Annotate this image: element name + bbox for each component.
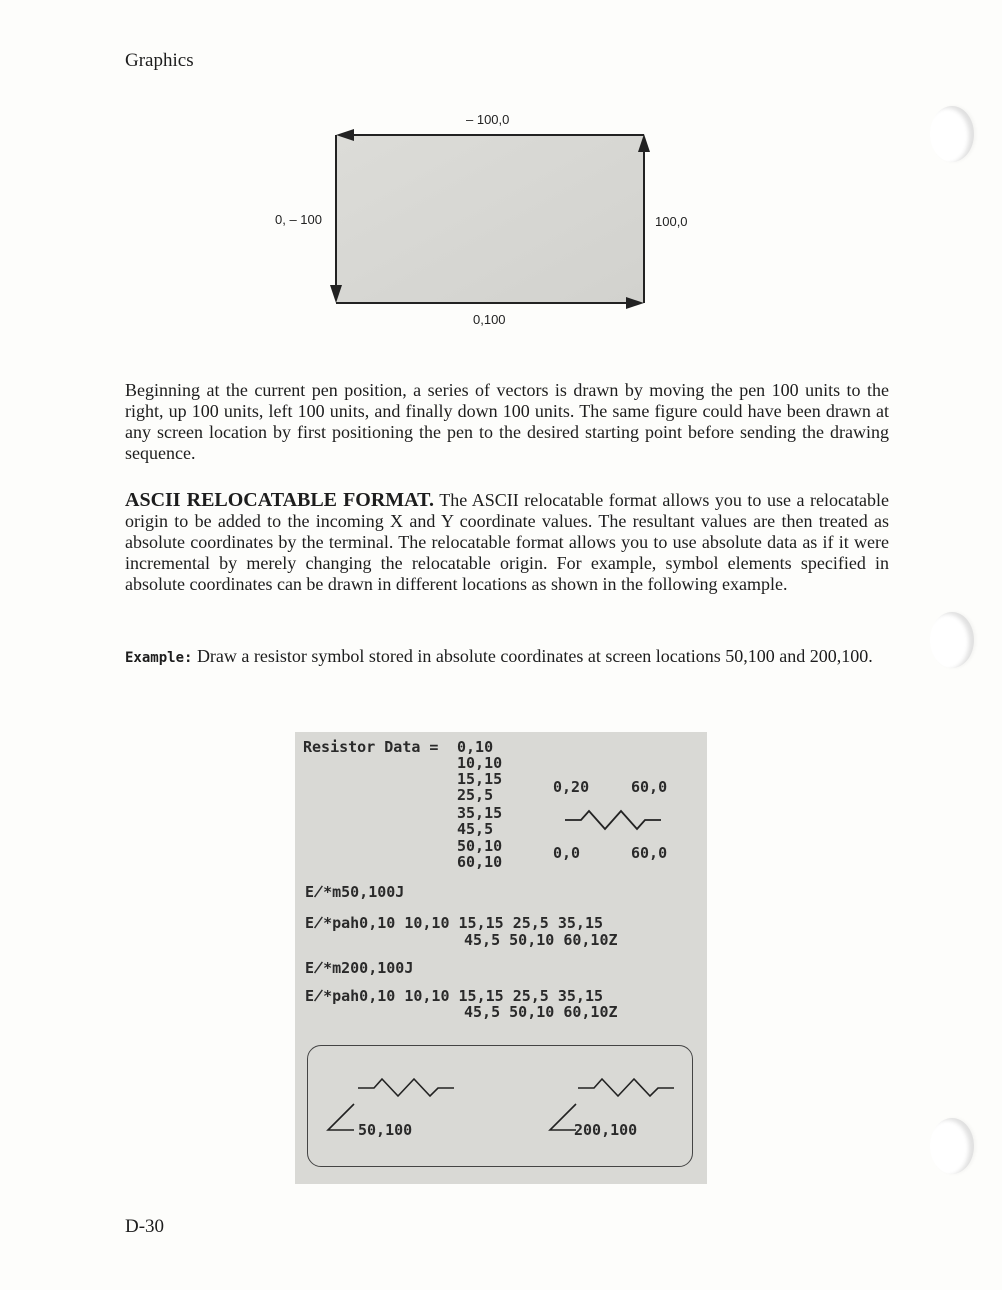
paragraph-body: The ASCII relocatable format allows you to use a relocatable origin to be added to the incoming X and Y coordinate values. The resultant values are then treated as absolute coordinates by the terminal. The relocatable format allows you to use absolute data as if it were incremental by merely changing the relocatable origin. For example, symbol elements specified in absolute coordinates can be drawn in different locations as shown in the following example. — [125, 490, 889, 594]
escape-char: E̸ — [305, 959, 324, 977]
paragraph-example — [125, 646, 889, 669]
vector-rectangle-diagram — [300, 110, 700, 330]
screen-label-2: 200,100 — [574, 1121, 638, 1139]
binder-hole-middle — [930, 612, 974, 668]
example-body: Draw a resistor symbol stored in absolute coordinates at screen locations 50,100 and 200,100. — [192, 646, 873, 666]
binder-hole-top — [930, 106, 974, 162]
resistor-symbol-2 — [578, 1074, 678, 1100]
binder-hole-bottom — [930, 1118, 974, 1174]
page-number: D-30 — [125, 1216, 165, 1237]
command-text: *m200,100J — [323, 959, 414, 977]
data-point: 25,5 — [457, 786, 494, 804]
data-point: 50,10 — [457, 837, 503, 855]
paragraph-vector-description: Beginning at the current pen position, a series of vectors is drawn by moving the pen 100 units to the right, up 100 units, left 100 units, and finally down 100 units. The same figure could have been drawn at any screen location by first positioning the pen to the desired starting point before sending the drawing sequence. — [125, 380, 889, 463]
screen-output — [307, 1045, 693, 1167]
corner-top-right: 60,0 — [631, 778, 668, 796]
diagram-fill — [336, 135, 644, 303]
command-text: *pah0,10 10,10 15,15 25,5 35,15 — [323, 914, 604, 932]
data-point: 35,15 — [457, 804, 503, 822]
data-point: 0,10 — [457, 738, 494, 756]
command-move-2 — [305, 960, 413, 976]
resistor-symbol-1 — [358, 1074, 458, 1100]
command-draw-2-cont: 45,5 50,10 60,10Z — [464, 1003, 618, 1021]
escape-char: E̸ — [305, 987, 324, 1005]
section-heading: ASCII RELOCATABLE FORMAT. — [125, 489, 434, 511]
label-bottom: 0,100 — [473, 312, 506, 327]
command-draw-1-cont: 45,5 50,10 60,10Z — [464, 931, 618, 949]
command-text: *pah0,10 10,10 15,15 25,5 35,15 — [323, 987, 604, 1005]
section-header: Graphics — [125, 50, 194, 71]
escape-char: E̸ — [305, 883, 324, 901]
data-point: 60,10 — [457, 853, 503, 871]
corner-bottom-right: 60,0 — [631, 844, 668, 862]
label-top: – 100,0 — [466, 112, 510, 127]
command-draw-1 — [305, 915, 603, 931]
resistor-data-label: Resistor Data = — [303, 738, 439, 756]
escape-char: E̸ — [305, 914, 324, 932]
example-figure — [295, 732, 707, 1184]
corner-bottom-left: 0,0 — [553, 844, 581, 862]
data-point: 15,15 — [457, 770, 503, 788]
label-left: 0, – 100 — [275, 212, 322, 227]
command-move-1 — [305, 884, 404, 900]
resistor-symbol-reference — [565, 804, 665, 834]
command-draw-2 — [305, 988, 603, 1004]
corner-top-left: 0,20 — [553, 778, 590, 796]
paragraph-relocatable-format — [125, 490, 889, 595]
label-right: 100,0 — [655, 214, 688, 229]
origin-axis-1 — [326, 1102, 356, 1134]
example-label: Example: — [125, 650, 193, 666]
screen-label-1: 50,100 — [358, 1121, 413, 1139]
data-point: 10,10 — [457, 754, 503, 772]
command-text: *m50,100J — [323, 883, 405, 901]
data-point: 45,5 — [457, 820, 494, 838]
